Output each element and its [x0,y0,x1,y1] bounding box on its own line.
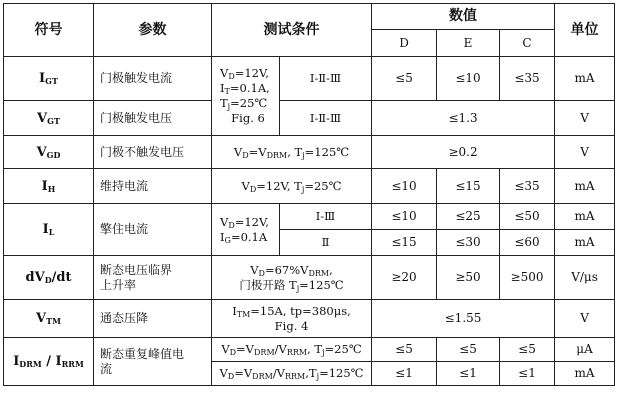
value-igt-c: ≤35 [500,57,555,101]
symbol-il: $I_L$ [4,204,94,256]
value-ih-c: ≤35 [500,169,555,204]
symbol-ih: $I_H$ [4,169,94,204]
param-idrm: 断态重复峰值电 流 [94,338,212,386]
unit-idrm-1: μA [555,338,615,362]
unit-ih: mA [555,169,615,204]
unit-vgd: V [555,136,615,169]
symbol-dvdt: $dV_D/dt$ [4,256,94,300]
value-igt-e: ≤10 [437,57,500,101]
unit-igt: mA [555,57,615,101]
value-il-2-d: ≤15 [372,230,437,256]
symbol-vgt: $V_{GT}$ [4,101,94,136]
table-row-vgt [4,101,615,136]
cond-dvdt: $V_D=67\%V_{DRM}$, 门极开路 $T_j=125℃$ [212,256,372,300]
header-test-conditions: 测试条件 [212,4,372,57]
value-idrm-2-e: ≤1 [437,362,500,386]
param-ih: 维持电流 [94,169,212,204]
quadrant-il-1: Ⅰ-Ⅲ [280,204,372,230]
param-vgt: 门极触发电压 [94,101,212,136]
header-grade-c: C [500,30,555,57]
header-unit: 单位 [555,4,615,57]
cond-ih: $V_D=12V$, $T_j=25℃$ [212,169,372,204]
cond-vtm: $I_{TM}=15A$, tp=380μs, Fig. 4 [212,300,372,338]
table-row-dvdt [4,256,615,300]
header-row [4,4,615,30]
quadrant-vgt: Ⅰ-Ⅱ-Ⅲ [280,101,372,136]
quadrant-igt: Ⅰ-Ⅱ-Ⅲ [280,57,372,101]
cond-vgd: $V_D=V_{DRM}$, $T_j=125℃$ [212,136,372,169]
value-idrm-1-e: ≤5 [437,338,500,362]
value-il-2-e: ≤30 [437,230,500,256]
value-dvdt-e: ≥50 [437,256,500,300]
cond-igt-vgt: $V_D=12V$, $I_T=0.1A$, $T_j=25℃$ Fig. 6 [212,57,280,136]
value-dvdt-c: ≥500 [500,256,555,300]
cond-idrm-2: $V_D=V_{DRM}/V_{RRM},T_j=125℃$ [212,362,372,386]
value-il-1-c: ≤50 [500,204,555,230]
value-ih-d: ≤10 [372,169,437,204]
quadrant-il-2: Ⅱ [280,230,372,256]
value-il-2-c: ≤60 [500,230,555,256]
unit-il-2: mA [555,230,615,256]
value-idrm-2-c: ≤1 [500,362,555,386]
unit-idrm-2: mA [555,362,615,386]
table-row-ih [4,169,615,204]
table-row-il-1 [4,204,615,230]
table-row-igt [4,57,615,101]
unit-dvdt: V/μs [555,256,615,300]
value-il-1-d: ≤10 [372,204,437,230]
unit-il-1: mA [555,204,615,230]
value-vgt: ≤1.3 [372,101,555,136]
symbol-idrm-irrm: $I_{DRM} / I_{RRM}$ [4,338,94,386]
value-il-1-e: ≤25 [437,204,500,230]
unit-vtm: V [555,300,615,338]
value-idrm-1-d: ≤5 [372,338,437,362]
param-vtm: 通态压降 [94,300,212,338]
value-ih-e: ≤15 [437,169,500,204]
symbol-igt: $I_{GT}$ [4,57,94,101]
spec-table [3,3,615,386]
param-vgd: 门极不触发电压 [94,136,212,169]
table-row-idrm-1 [4,338,615,362]
value-vtm: ≤1.55 [372,300,555,338]
symbol-vtm: $V_{TM}$ [4,300,94,338]
table-row-vgd [4,136,615,169]
header-parameter: 参数 [94,4,212,57]
header-grade-e: E [437,30,500,57]
value-dvdt-d: ≥20 [372,256,437,300]
param-il: 擎住电流 [94,204,212,256]
table-row-vtm [4,300,615,338]
param-igt: 门极触发电流 [94,57,212,101]
value-idrm-2-d: ≤1 [372,362,437,386]
cond-idrm-1: $V_D=V_{DRM}/V_{RRM}$, $T_j=25℃$ [212,338,372,362]
value-vgd: ≥0.2 [372,136,555,169]
header-values: 数值 [372,4,555,30]
value-igt-d: ≤5 [372,57,437,101]
value-idrm-1-c: ≤5 [500,338,555,362]
header-grade-d: D [372,30,437,57]
cond-il: $V_D=12V$, $I_G=0.1A$ [212,204,280,256]
header-symbol: 符号 [4,4,94,57]
unit-vgt: V [555,101,615,136]
param-dvdt: 断态电压临界 上升率 [94,256,212,300]
symbol-vgd: $V_{GD}$ [4,136,94,169]
